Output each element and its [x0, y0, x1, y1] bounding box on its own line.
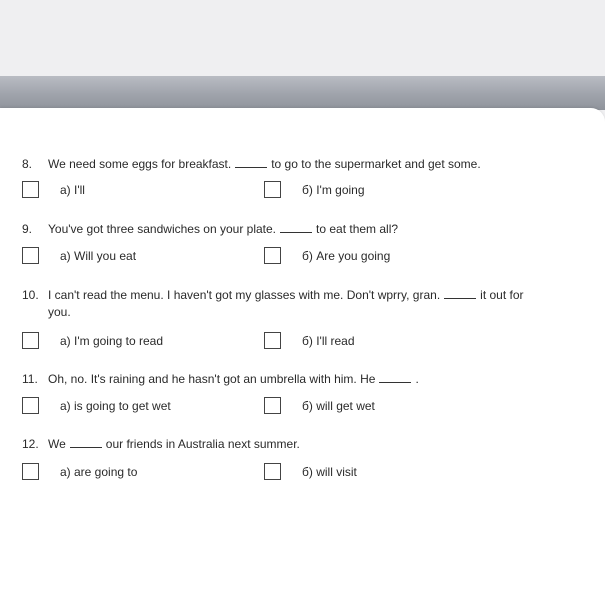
answer-blank — [70, 437, 102, 448]
question-text — [48, 436, 538, 453]
option-b-checkbox[interactable] — [264, 247, 281, 264]
option-a-label: a) is going to get wet — [60, 399, 171, 413]
option-a-label: a) I'll — [60, 183, 85, 197]
question-number: 9. — [22, 222, 33, 236]
answer-blank — [444, 288, 476, 299]
answer-blank — [280, 222, 312, 233]
option-b-label: б) Are you going — [302, 249, 391, 263]
option-a-checkbox[interactable] — [22, 463, 39, 480]
option-a-label: a) I'm going to read — [60, 334, 164, 348]
option-b-checkbox[interactable] — [264, 181, 281, 198]
option-b-label: б) will visit — [302, 465, 357, 479]
option-a-checkbox[interactable] — [22, 397, 39, 414]
question-text-before: Oh, no. It's raining and he hasn't got an umbrella with him. He — [48, 372, 376, 386]
answer-blank — [235, 157, 267, 168]
option-b-label: б) will get wet — [302, 399, 375, 413]
option-b-checkbox[interactable] — [264, 397, 281, 414]
question-text-before: You've got three sandwiches on your plate. — [48, 222, 276, 236]
question-text-after: . — [415, 372, 419, 386]
option-a-label: a) Will you eat — [60, 249, 137, 263]
question-text-after: it out for you. — [48, 288, 524, 319]
question-number: 8. — [22, 157, 33, 171]
option-b-checkbox[interactable] — [264, 332, 281, 349]
question-text — [48, 221, 538, 238]
question-number: 10. — [22, 288, 39, 302]
answer-blank — [379, 372, 411, 383]
question-number: 12. — [22, 437, 39, 451]
question-text-after: to eat them all? — [316, 222, 399, 236]
question-number: 11. — [22, 372, 38, 386]
option-a-label: a) are going to — [60, 465, 138, 479]
question-text-before: We — [48, 437, 66, 451]
question-text-after: our friends in Australia next summer. — [105, 437, 300, 451]
background-top — [0, 0, 605, 78]
option-a-checkbox[interactable] — [22, 247, 39, 264]
question-text — [48, 287, 528, 321]
question-text-after: to go to the supermarket and get some. — [271, 157, 481, 171]
option-a-checkbox[interactable] — [22, 332, 39, 349]
background-band — [0, 76, 605, 110]
question-text-before: We need some eggs for breakfast. — [48, 157, 232, 171]
option-b-label: б) I'll read — [302, 334, 355, 348]
worksheet-page — [0, 108, 605, 598]
option-a-checkbox[interactable] — [22, 181, 39, 198]
question-text — [48, 371, 538, 388]
question-text — [48, 156, 538, 173]
question-text-before: I can't read the menu. I haven't got my glasses with me. Don't wprry, gran. — [48, 288, 441, 302]
option-b-checkbox[interactable] — [264, 463, 281, 480]
option-b-label: б) I'm going — [302, 183, 365, 197]
